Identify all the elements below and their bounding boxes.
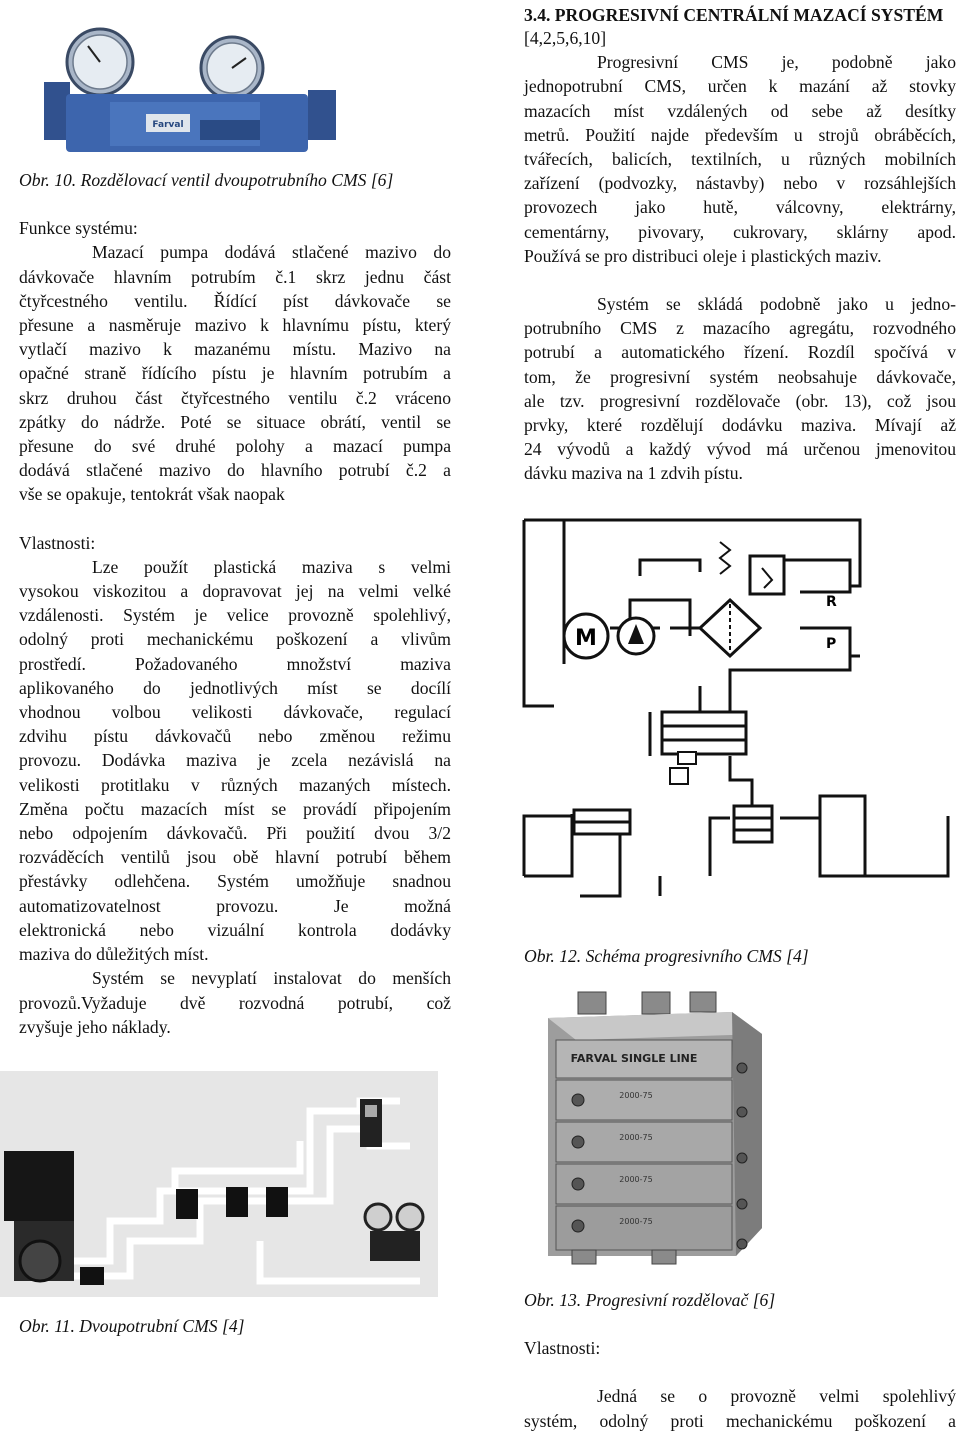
section-heading: 3.4. PROGRESIVNÍ CENTRÁLNÍ MAZACÍ SYSTÉM [524,5,944,25]
text-line: elektronická nebo vizuální kontrola dodávky [19,919,451,940]
text-line: ale tzv. progresivní rozdělovače (obr. 13), což jsou [524,390,956,411]
fig13-caption: Obr. 13. Progresivní rozdělovač [6] [524,1290,776,1310]
text-line: automatizovatelnost provozu. Je možná [19,895,451,916]
text-line: zpátky do nádrže. Poté se situace obrátí, ventil se [19,411,451,432]
section-label: 2000-75 [619,1091,653,1100]
note-paragraph [19,966,451,1039]
text-line: 24 vývodů a každý vývod má určenou jmenovitou [524,439,956,460]
right-bottom-text [524,1288,956,1433]
fig13-progressive-distributor-photo [542,988,772,1266]
text-line: Systém se nevyplatí instalovat do menších [92,968,451,989]
text-line: vzdálenosti. Systém je velice provozně spolehlivý, [19,605,451,626]
text-line: čtyřcestného ventilu. Řídící píst dávkovače se [19,290,451,311]
text-line: vytlačí mazivo k mazanému místu. Mazivo na [19,339,451,360]
text-line: provozu. Dodávka maziva je zcela nezávislá na [19,750,451,771]
text-line: rozváděcích ventilů jsou obě hlavní potrubí během [19,847,451,868]
text-line: potrubního CMS z mazacího agregátu, rozvodného [524,318,956,339]
text-line: zvyšuje jeho náklady. [19,1016,171,1037]
section-refs: [4,2,5,6,10] [524,28,607,48]
text-line: odolný proti mechanickému poškození a vlivům [19,629,451,650]
text-line: velikosti protitlaku v různých mazaných místech. [19,774,451,795]
fig12-caption: Obr. 12. Schéma progresivního CMS [4] [524,945,809,966]
motor-label: M [575,626,597,651]
text-line: vhodnou volbou velikosti dávkovače, regulací [19,702,451,723]
text-line: dávku maziva na 1 zdvih pístu. [524,463,743,484]
text-line: aplikovaného do jednotlivých míst se docílí [19,677,451,698]
system-paragraph [524,292,956,486]
fig10-caption: Obr. 10. Rozdělovací ventil dvoupotrubního CMS [6] [19,170,394,190]
text-line: Používá se pro distribuci oleje i plastických maziv. [524,245,882,266]
pressure-label: P [826,636,837,652]
section-label: 2000-75 [619,1175,653,1184]
text-line: provozech jako hutě, válcovny, elektrárny, [524,197,956,218]
function-heading: Funkce systému: [19,218,138,239]
text-line: přesune a nasměruje mazivo k hlavnímu pístu, který [19,315,451,336]
section-label: 2000-75 [619,1217,653,1226]
text-line: provozů.Vyžaduje dvě rozvodná potrubí, což [19,992,451,1013]
text-line: vše se opakuje, tentokrát však naopak [19,484,285,505]
text-line: potrubí a automatického řízení. Rozdíl spočívá v [524,342,956,363]
text-line: prvky, které rozdělují dodávku maziva. Mívají až [524,415,956,436]
text-line: vysokou viskozitou a dopravovat jej na velmi velké [19,581,451,602]
text-line: jednopotrubní CMS, určen k mazání až stovky [524,76,956,97]
text-line: zdvihu pístu dávkovačů nebo změnou režimu [19,726,451,747]
text-line: Jedná se o provozně velmi spolehlivý [597,1386,956,1407]
fig11-two-line-cms-photo [0,1071,438,1297]
text-line: dodává stlačené mazivo do hlavního potrubí č.2 a [19,460,451,481]
text-line: Změna počtu mazacích míst se provádí připojením [19,798,451,819]
properties-heading: Vlastnosti: [19,532,96,553]
text-line: Lze použít plastická maziva s velmi [92,556,451,577]
fig12-progressive-cms-schema [520,516,960,918]
text-line: skrz druhou část čtyřcestného ventilu č.2 vráceno [19,387,451,408]
fig11-caption: Obr. 11. Dvoupotrubní CMS [4] [19,1315,245,1336]
text-line: prostředí. Požadovaného množství maziva [19,653,451,674]
distributor-label: FARVAL SINGLE LINE [570,1052,698,1065]
text-line: Systém se skládá podobně jako u jedno- [597,294,956,315]
properties-paragraph [19,555,451,966]
right-properties-heading: Vlastnosti: [524,1338,601,1359]
text-line: mazacích míst vzdálených od sebe až desítky [524,100,956,121]
text-line: opačné straně řídícího pístu je hlavním potrubím a [19,363,451,384]
text-line: maziva do důležitých míst. [19,944,209,965]
text-line: Mazací pumpa dodává stlačené mazivo do [92,242,451,263]
text-line: dávkovače hlavním potrubím č.1 skrz jednu část [19,266,451,287]
function-paragraph [19,240,451,506]
text-line: přestávky odlehčena. Systém umožňuje snadnou [19,871,451,892]
text-line: zařízení (podvozky, nástavby) nebo v rozsáhlejších [524,173,956,194]
text-line: metrů. Použití najde především u strojů obráběcích, [524,124,956,145]
text-line: přesune do své druhé polohy a mazací pumpa [19,436,451,457]
text-line: nebo odpojením dávkovačů. Při použití dvou 3/2 [19,823,451,844]
intro-paragraph [524,50,956,268]
text-line: tom, že progresivní systém neobsahuje dávkovače, [524,366,956,387]
section-label: 2000-75 [619,1133,653,1142]
right-column [524,0,956,486]
fig10-brand-label: Farval [152,120,184,130]
text-line: Progresivní CMS je, podobně jako [597,52,956,73]
text-line: cementárny, pivovary, cukrovary, sklárny apod. [524,221,956,242]
text-line: tvářecích, balicích, textilních, u různých mobilních [524,149,956,170]
return-label: R [826,594,837,610]
text-line: systém, odolný proti mechanickému poškození a [524,1410,956,1431]
left-column [19,10,451,1039]
